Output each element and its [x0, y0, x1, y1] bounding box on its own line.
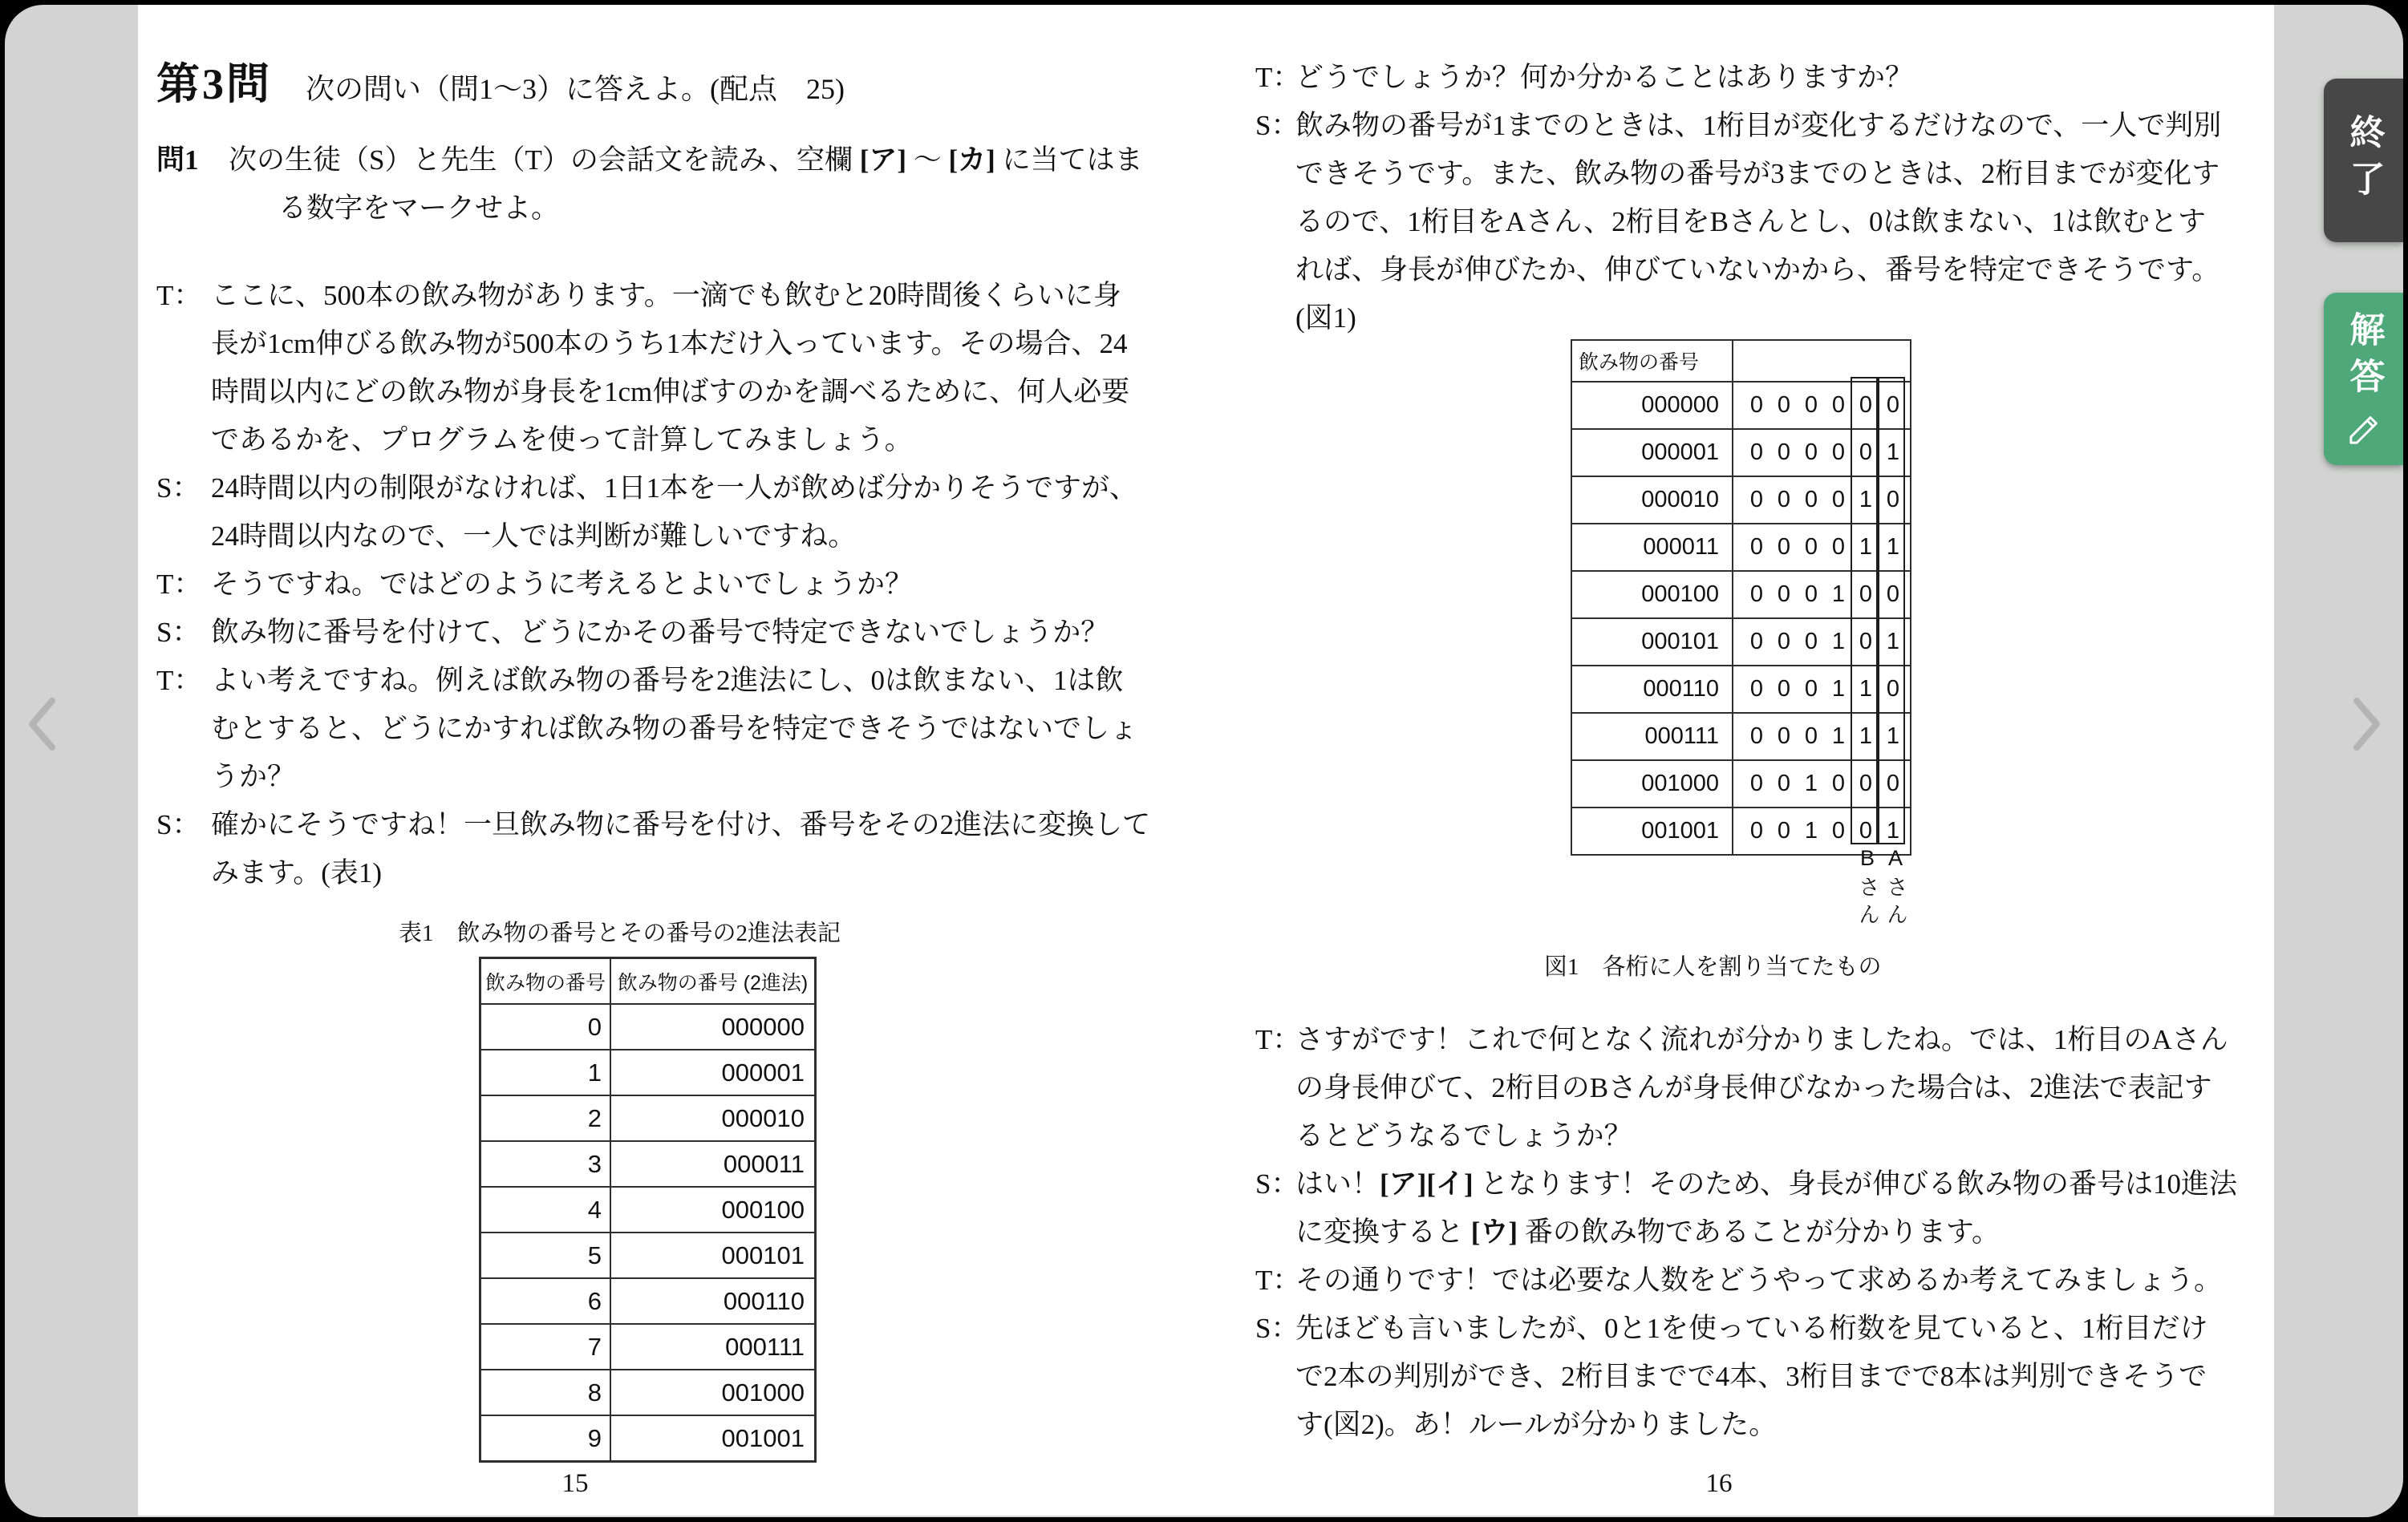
- dialogue-text: みます。(表1): [211, 857, 383, 889]
- num-cell: 000100: [1572, 572, 1733, 617]
- answer-button[interactable]: [2324, 293, 2403, 465]
- bin-cell: 000001: [721, 1058, 805, 1087]
- figure1-table: [1571, 339, 1911, 856]
- dialogue-text: はい！: [1295, 1168, 1380, 1200]
- dialogue-line: [156, 609, 1150, 657]
- table-row: 000011 0 0 0 0 1 1: [1572, 523, 1910, 570]
- dec-cell: 2: [481, 1096, 611, 1140]
- dialogue-text: の身長伸びて、2桁目のBさんが身長伸びなかった場合は、2進法で表記す: [1295, 1072, 2212, 1103]
- num-cell: 001001: [1572, 808, 1733, 854]
- dec-cell: 8: [481, 1370, 611, 1415]
- num-cell: 000000: [1572, 383, 1733, 428]
- table-row: [481, 1369, 814, 1415]
- table-row: [481, 1003, 814, 1049]
- bin-cell: 001000: [721, 1378, 805, 1407]
- dialogue-text: 先ほども言いましたが、0と1を使っている桁数を見ていると、1桁目だけ: [1295, 1313, 2208, 1344]
- num-cell: 000101: [1572, 619, 1733, 665]
- dialogue-line: [1255, 1353, 2237, 1401]
- speaker-label: T：: [1255, 1265, 1301, 1296]
- bin-cell: 000011: [723, 1149, 805, 1178]
- digit-a: 1: [1886, 723, 1900, 749]
- dialogue-line: [1255, 294, 2221, 342]
- num-cell: 000010: [1572, 477, 1733, 523]
- bin-cell: 000111: [725, 1332, 805, 1361]
- digit-a: 1: [1886, 534, 1900, 560]
- question-instruction: 次の問い（問1～3）に答えよ。(配点 25): [306, 73, 845, 105]
- blank-token-a: [ア]: [859, 144, 907, 176]
- digit-b: 1: [1859, 723, 1873, 749]
- digit-b: 1: [1859, 534, 1873, 560]
- table1-caption: 表1 飲み物の番号とその番号の2進法表記: [399, 921, 841, 946]
- digit-a: 0: [1886, 771, 1900, 796]
- dialogue-left: [156, 272, 1150, 897]
- dialogue-text: どうでしょうか？何か分かることはありますか？: [1295, 62, 1914, 93]
- q1-line: [156, 136, 1143, 184]
- dialogue-text: に変換すると: [1295, 1216, 1471, 1248]
- page-number-left: 15: [561, 1469, 589, 1498]
- dialogue-text: 時間以内にどの飲み物が身長を1cm伸ばすのかを調べるために、何人必要: [211, 376, 1130, 407]
- dialogue-line: [156, 657, 1150, 705]
- digit-b: 0: [1859, 439, 1873, 465]
- table1-col2-header: 飲み物の番号 (2進法): [617, 971, 809, 994]
- dialogue-line: [1255, 150, 2221, 198]
- table-row: 000001 0 0 0 0 0 1: [1572, 428, 1910, 476]
- digit-b: 1: [1859, 676, 1873, 702]
- speaker-label: T：: [1255, 62, 1301, 93]
- dialogue-text: 確かにそうですね！一旦飲み物に番号を付け、番号をその2進法に変換して: [211, 809, 1151, 840]
- dialogue-right-top: [1255, 54, 2221, 342]
- dialogue-line: [156, 272, 1150, 320]
- blank-token-ka: [カ]: [948, 144, 995, 176]
- dialogue-line: [1255, 1064, 2237, 1112]
- question-number: 第3問: [156, 60, 272, 108]
- figure1-header-row: [1572, 341, 1910, 381]
- num-cell: 001000: [1572, 761, 1733, 807]
- chevron-right-icon[interactable]: [2349, 696, 2384, 752]
- blank-token-u: [ウ]: [1470, 1216, 1518, 1248]
- table-row: 000010 0 0 0 0 1 0: [1572, 476, 1910, 523]
- dialogue-text: むとすると、どうにかすれば飲み物の番号を特定できそうではないでしょ: [211, 713, 1138, 744]
- digit-a: 0: [1886, 581, 1900, 607]
- dialogue-text: 番の飲み物であることが分かります。: [1518, 1216, 2001, 1248]
- bin-cell: 000110: [723, 1286, 805, 1315]
- dialogue-line: [1255, 102, 2221, 150]
- table-row: 000110 0 0 0 1 1 0: [1572, 665, 1910, 712]
- dialogue-text: できそうです。また、飲み物の番号が3までのときは、2桁目までが変化す: [1295, 158, 2220, 189]
- dec-cell: 7: [481, 1325, 611, 1369]
- q1-text: 次の生徒（S）と先生（T）の会話文を読み、空欄: [229, 144, 860, 176]
- dialogue-text: れば、身長が伸びたか、伸びていないかから、番号を特定できそうです。: [1295, 254, 2220, 285]
- dialogue-line: [1255, 1208, 2237, 1257]
- dialogue-text: で2本の判別ができ、2桁目までで4本、3桁目までで8本は判別できそうで: [1295, 1361, 2207, 1392]
- dialogue-text: 24時間以内なので、一人では判断が難しいですね。: [211, 520, 857, 552]
- sub-question-1: [156, 136, 1143, 233]
- dialogue-text: となります！そのため、身長が伸びる飲み物の番号は10進法: [1473, 1168, 2237, 1200]
- speaker-label: S：: [1255, 110, 1299, 141]
- digit-b: 0: [1859, 629, 1873, 654]
- dialogue-text: うか？: [211, 761, 296, 792]
- column-label-b: Bさん: [1855, 846, 1879, 930]
- digit-b: 0: [1859, 581, 1873, 607]
- q1-text: ～: [906, 144, 949, 176]
- table-row: 001000 0 0 1 0 0 0: [1572, 759, 1910, 807]
- digit-a: 0: [1886, 487, 1900, 512]
- dialogue-text: その通りです！では必要な人数をどうやって求めるか考えてみましょう。: [1295, 1265, 2223, 1296]
- page-number-right: 16: [1705, 1469, 1733, 1498]
- dialogue-line: [1255, 1257, 2237, 1305]
- digit-b: 0: [1859, 392, 1873, 418]
- dialogue-text: るとどうなるでしょうか？: [1295, 1120, 1632, 1152]
- dec-cell: 1: [481, 1050, 611, 1095]
- table1-header-row: [481, 959, 814, 1003]
- dialogue-text: ここに、500本の飲み物があります。一滴でも飲むと20時間後くらいに身: [211, 280, 1121, 311]
- finish-button[interactable]: [2324, 79, 2403, 242]
- finish-button-label: 終了: [2344, 114, 2384, 207]
- num-cell: 000001: [1572, 430, 1733, 476]
- figure1-col2-header: [1733, 341, 1910, 381]
- dialogue-text: であるかを、プログラムを使って計算してみましょう。: [211, 424, 913, 455]
- digit-a: 1: [1886, 439, 1900, 465]
- dec-cell: 4: [481, 1188, 611, 1232]
- speaker-label: S：: [156, 472, 201, 504]
- speaker-label: S：: [1255, 1313, 1299, 1344]
- blank-token-a-i: [ア][イ]: [1380, 1168, 1474, 1200]
- table-row: 000000 0 0 0 0 0 0: [1572, 381, 1910, 428]
- q1-label: 問1: [156, 144, 199, 176]
- column-label-a: Aさん: [1883, 846, 1907, 930]
- dec-cell: 9: [481, 1416, 611, 1460]
- table-row: 000101 0 0 0 1 0 1: [1572, 617, 1910, 665]
- pencil-icon: [2346, 412, 2382, 447]
- table1: [479, 957, 817, 1463]
- answer-button-label: 解答: [2344, 310, 2384, 404]
- digit-column-box-a: [1878, 377, 1905, 844]
- dialogue-line: [1255, 1160, 2237, 1208]
- bin-cell: 000101: [721, 1241, 805, 1269]
- digit-a: 1: [1886, 629, 1900, 654]
- digit-b: 0: [1859, 818, 1873, 844]
- dialogue-line: [156, 753, 1150, 801]
- digit-b: 1: [1859, 487, 1873, 512]
- q1-text: る数字をマークせよ。: [278, 192, 560, 224]
- bin-cell: 000000: [721, 1012, 805, 1041]
- dec-cell: 6: [481, 1279, 611, 1323]
- dec-cell: 0: [481, 1005, 611, 1049]
- digit-column-box-b: [1851, 377, 1878, 844]
- num-cell: 000110: [1572, 666, 1733, 712]
- dialogue-line: [1255, 1401, 2237, 1449]
- dialogue-line: [1255, 1016, 2237, 1064]
- digit-a: 0: [1886, 676, 1900, 702]
- q1-text: に当てはま: [995, 144, 1143, 176]
- digit-a: 0: [1886, 392, 1900, 418]
- dialogue-line: [156, 368, 1150, 416]
- chevron-left-icon[interactable]: [25, 696, 60, 752]
- table-row: [481, 1323, 814, 1369]
- figure1-col1-header: 飲み物の番号: [1572, 341, 1733, 381]
- bin-cell: 000100: [721, 1195, 805, 1224]
- dialogue-line: [156, 416, 1150, 464]
- digit-b: 0: [1859, 771, 1873, 796]
- dialogue-text: 飲み物に番号を付けて、どうにかその番号で特定できないでしょうか？: [211, 617, 1109, 648]
- num-cell: 000111: [1572, 714, 1733, 759]
- dialogue-text: そうですね。ではどのように考えるとよいでしょうか？: [211, 569, 914, 600]
- table1-col1-header: 飲み物の番号: [481, 959, 611, 1003]
- dialogue-text: 飲み物の番号が1までのときは、1桁目が変化するだけなので、一人で判別: [1295, 110, 2222, 141]
- speaker-label: T：: [1255, 1024, 1301, 1055]
- table-row: [481, 1277, 814, 1323]
- dialogue-text: よい考えですね。例えば飲み物の番号を2進法にし、0は飲まない、1は飲: [211, 665, 1124, 696]
- speaker-label: S：: [1255, 1168, 1299, 1200]
- table-row: [481, 1140, 814, 1186]
- dialogue-line: [1255, 246, 2221, 294]
- table-row: [481, 1186, 814, 1232]
- dialogue-line: [156, 512, 1150, 561]
- speaker-label: T：: [156, 665, 202, 696]
- question-heading: [156, 50, 845, 111]
- digit-a: 1: [1886, 818, 1900, 844]
- table-row: 001001 0 0 1 0 0 1: [1572, 807, 1910, 854]
- speaker-label: S：: [156, 809, 201, 840]
- dialogue-text: 24時間以内の制限がなければ、1日1本を一人が飲めば分かりそうですが、: [211, 472, 1138, 504]
- dialogue-line: [156, 464, 1150, 512]
- dialogue-line: [1255, 1305, 2237, 1353]
- bin-cell: 001001: [721, 1423, 805, 1452]
- dialogue-text: さすがです！これで何となく流れが分かりましたね。では、1桁目のAさん: [1295, 1024, 2228, 1055]
- table-row: [481, 1415, 814, 1460]
- dialogue-text: るので、1桁目をAさん、2桁目をBさんとし、0は飲まない、1は飲むとす: [1295, 206, 2207, 237]
- dialogue-line: [156, 801, 1150, 849]
- num-cell: 000011: [1572, 524, 1733, 570]
- dialogue-line: [156, 561, 1150, 609]
- figure1-caption: 図1 各桁に人を割り当てたもの: [1544, 954, 1882, 980]
- table-row: [481, 1095, 814, 1140]
- dialogue-line: [156, 320, 1150, 368]
- dialogue-text: す(図2)。あ！ルールが分かりました。: [1295, 1409, 1778, 1440]
- dialogue-line: [1255, 54, 2221, 102]
- dialogue-text: (図1): [1295, 302, 1356, 334]
- dialogue-line: [1255, 1112, 2237, 1160]
- dialogue-right-bottom: [1255, 1016, 2237, 1449]
- speaker-label: T：: [156, 569, 202, 600]
- speaker-label: S：: [156, 617, 201, 648]
- table-row: [481, 1049, 814, 1095]
- app-frame: [5, 5, 2403, 1517]
- dialogue-line: [156, 705, 1150, 753]
- bin-cell: 000010: [721, 1103, 805, 1132]
- dialogue-text: 長が1cm伸びる飲み物が500本のうち1本だけ入っています。その場合、24: [211, 328, 1128, 359]
- dec-cell: 5: [481, 1233, 611, 1277]
- q1-line: [156, 184, 1143, 233]
- dialogue-line: [156, 849, 1150, 897]
- dialogue-line: [1255, 198, 2221, 246]
- table-row: 000100 0 0 0 1 0 0: [1572, 570, 1910, 617]
- dec-cell: 3: [481, 1142, 611, 1186]
- table-row: [481, 1232, 814, 1277]
- speaker-label: T：: [156, 280, 202, 311]
- table-row: 000111 0 0 0 1 1 1: [1572, 712, 1910, 759]
- exam-paper: [138, 5, 2274, 1516]
